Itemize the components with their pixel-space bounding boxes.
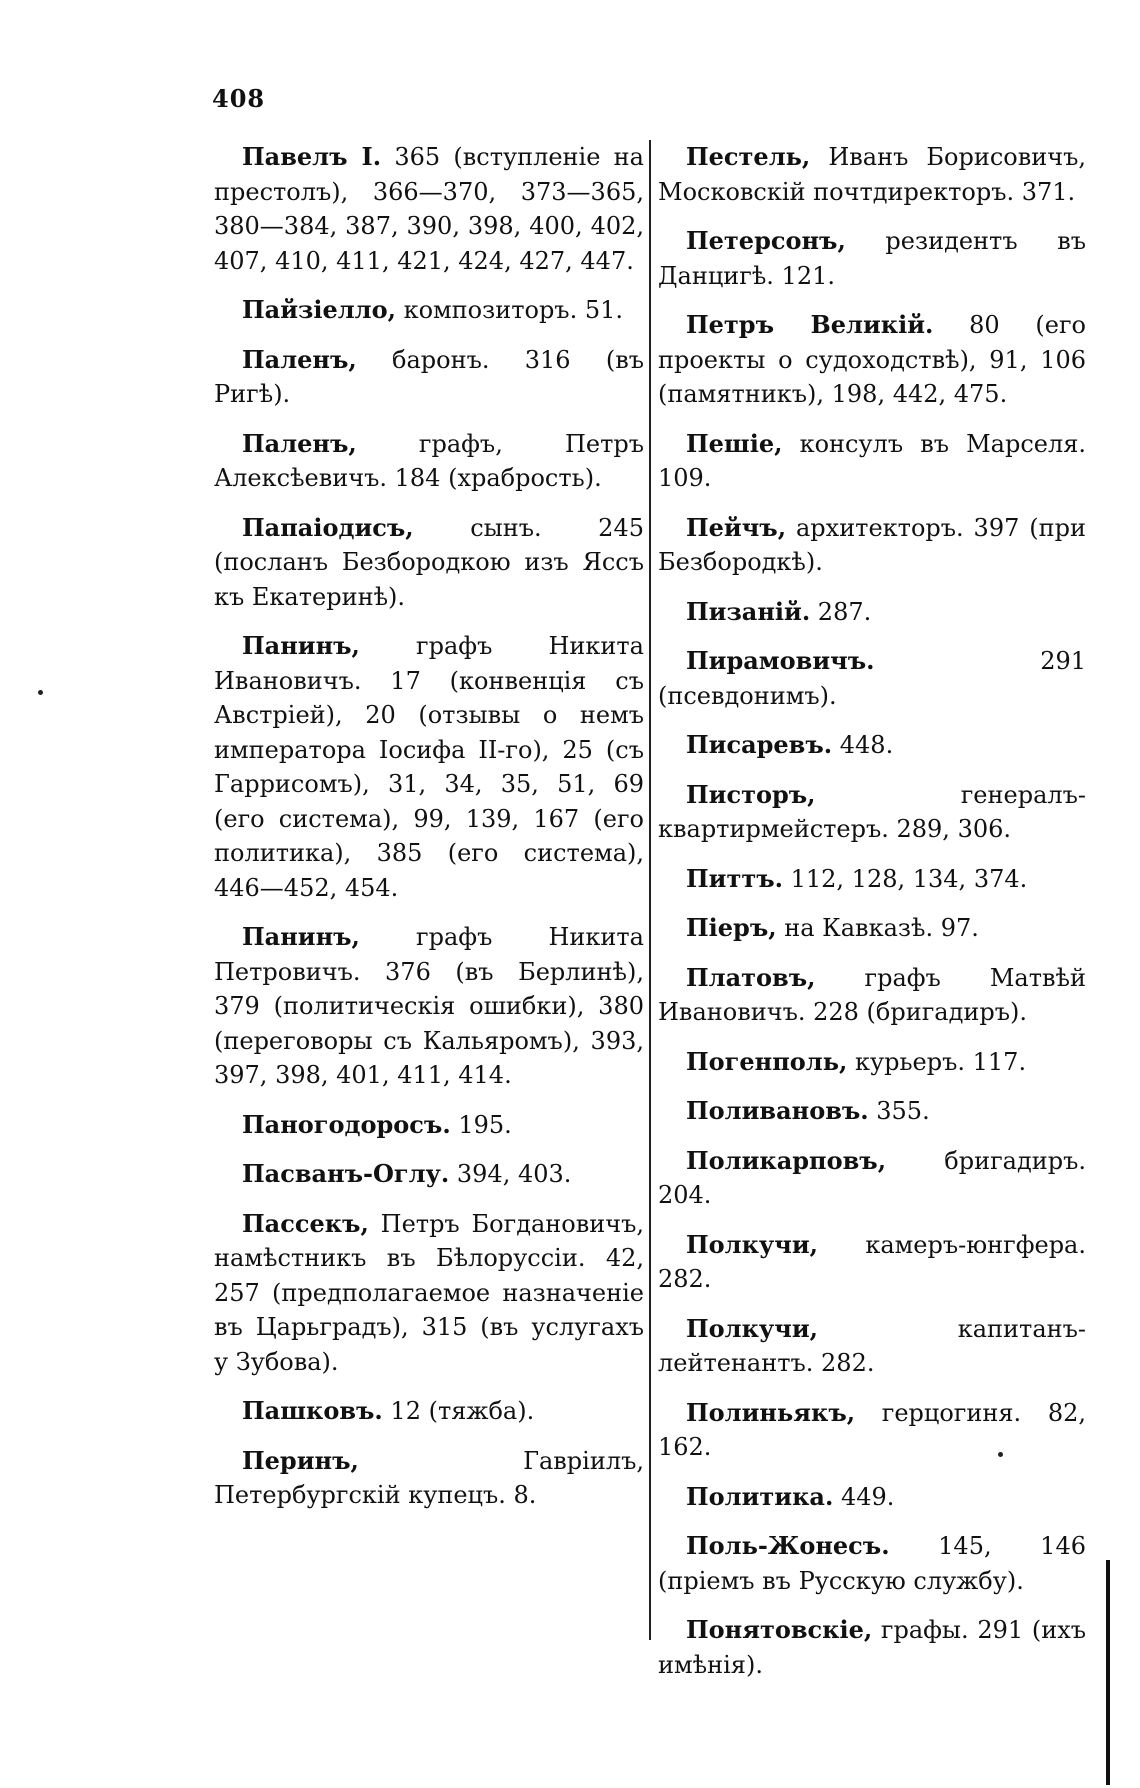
entry-name: Пасванъ-Оглу. [242,1159,450,1188]
index-entry [658,1228,1086,1297]
entry-name: Панинъ, [242,922,360,951]
entry-text: архитекторъ. 397 (при Безбородкѣ). [658,513,1086,576]
index-entry [658,1529,1086,1598]
entry-name: Поль-Жонесъ. [686,1531,890,1560]
entry-name: Полиньякъ, [686,1397,856,1427]
entry-text: графъ Никита Ивановичъ. 17 (конвенція съ Австріей), 20 (отзывы о немъ императора Іосифа II-го), 25 (съ Гаррисомъ), 31, 34, 35, 51, 69 (его система), 99, 139, 167 (его политика), 385 (его система), 446—452, 454. [214,632,644,902]
entry-text: 195. [450,1110,512,1139]
entry-text: 291 (псевдонимъ). [658,647,1086,710]
entry-text: 355. [868,1097,930,1125]
entry-text: Гавріилъ, Петербургскій купецъ. 8. [214,1446,644,1509]
entry-name: Панинъ, [242,631,360,660]
entry-text: герцогиня. 82, 162. [658,1398,1086,1461]
entry-name: Пизаній. [686,596,811,626]
index-entry [214,920,644,1093]
entry-name: Поликарповъ, [686,1145,887,1175]
entry-name: Папаіодисъ, [242,512,414,542]
index-entry [214,1444,644,1513]
print-speck [998,1452,1003,1457]
entry-text: сынъ. 245 (посланъ Безбородкою изъ Яссъ къ Екатеринѣ). [214,513,644,611]
entry-name: Паленъ, [242,428,357,458]
page-edge-mark [1106,1560,1110,1785]
entry-name: Поливановъ. [686,1096,869,1125]
entry-text: резидентъ въ Данцигѣ. 121. [658,227,1086,290]
entry-name: Писаревъ. [686,730,833,759]
entry-text: Петръ Богдановичъ, намѣстникъ въ Бѣлоруссіи. 42, 257 (предполагаемое назначеніе въ Царьградъ), 315 (въ услугахъ у Зубова). [214,1209,644,1376]
entry-name: Пешіе, [686,428,783,458]
index-entry [214,1157,644,1192]
index-entry [214,1108,644,1143]
entry-name: Политика. [686,1481,834,1511]
entry-text: баронъ. 316 (въ Ригѣ). [214,345,644,408]
entry-text: 365 (вступленіе на престолъ), 366—370, 373—365, 380—384, 387, 390, 398, 400, 402, 407, 410, 411, 421, 424, 427, 447. [214,143,644,275]
entry-name: Пестель, [686,142,811,171]
entry-name: Писторъ, [686,779,816,809]
entry-name: Питтъ. [686,863,783,893]
index-entry [214,343,644,412]
entry-name: Понятовскіе, [686,1615,873,1644]
index-entry [658,728,1086,763]
entry-name: Пашковъ. [242,1396,383,1425]
entry-text: графъ Матвѣй Ивановичъ. 228 (бригадиръ). [658,963,1086,1026]
entry-text: Иванъ Борисовичъ, Московскій почтдиректоръ. 371. [658,143,1086,206]
index-entry [214,1207,644,1380]
entry-text: 394, 403. [449,1160,572,1188]
column-divider [649,140,651,1640]
entry-name: Паногодоросъ. [242,1109,451,1139]
index-entry [658,1613,1086,1682]
print-speck [38,690,43,695]
entry-name: Павелъ I. [242,142,382,171]
page-number: 408 [212,84,266,113]
entry-text: курьеръ. 117. [847,1047,1027,1076]
entry-name: Пейчъ, [686,512,787,542]
index-entry [214,427,644,496]
entry-text: на Кавказѣ. 97. [776,914,979,942]
index-entry [214,629,644,905]
index-entry [658,427,1086,496]
entry-text: композиторъ. 51. [395,296,623,324]
index-column-right [658,140,1086,1697]
entry-text: 287. [810,597,872,626]
index-entry [658,862,1086,897]
entry-name: Піеръ, [686,913,777,942]
index-entry [658,778,1086,847]
index-entry [658,140,1086,209]
entry-text: 12 (тяжба). [382,1397,535,1425]
index-entry [658,1094,1086,1129]
index-entry [658,911,1086,946]
entry-text: 145, 146 (пріемъ въ Русскую службу). [658,1532,1086,1595]
entry-name: Погенполь, [686,1046,848,1076]
entry-name: Петерсонъ, [686,226,846,255]
entry-text: 449. [833,1482,895,1511]
entry-text: генералъ-квартирмейстеръ. 289, 306. [658,780,1086,843]
entry-text: 448. [832,731,894,759]
entry-name: Пирамовичъ. [686,646,875,675]
index-entry [214,140,644,278]
entry-name: Паленъ, [242,344,357,374]
entry-text: бригадиръ. 204. [658,1146,1086,1209]
entry-name: Петръ Великій. [686,310,934,339]
entry-text: 80 (его проекты о судоходствѣ), 91, 106 (памятникъ), 198, 442, 475. [658,311,1086,408]
index-entry [214,293,644,328]
index-entry [658,595,1086,630]
index-entry [658,644,1086,713]
entry-text: консулъ въ Марселя. 109. [658,429,1086,492]
index-entry [658,1480,1086,1515]
index-entry [658,308,1086,412]
index-entry [658,1396,1086,1465]
entry-name: Пассекъ, [242,1208,369,1238]
index-entry [658,224,1086,293]
entry-name: Платовъ, [686,962,816,992]
entry-text: капитанъ-лейтенантъ. 282. [658,1314,1086,1377]
entry-text: графы. 291 (ихъ имѣнія). [658,1616,1086,1679]
index-entry [658,1144,1086,1213]
index-entry [658,1045,1086,1080]
entry-text: графъ Никита Петровичъ. 376 (въ Берлинѣ), 379 (политическія ошибки), 380 (переговоры съ Кальяромъ), 393, 397, 398, 401, 411, 414. [214,923,644,1089]
index-column-left [214,140,644,1528]
index-entry [214,511,644,615]
entry-text: камеръ-юнгфера. 282. [658,1230,1086,1293]
index-entry [658,1312,1086,1381]
entry-name: Полкучи, [686,1229,819,1259]
entry-name: Пайзіелло, [242,295,396,324]
entry-name: Полкучи, [686,1313,819,1343]
index-entry [658,511,1086,580]
index-entry [658,961,1086,1030]
entry-text: 112, 128, 134, 374. [782,864,1028,893]
entry-name: Перинъ, [242,1445,359,1475]
entry-text: графъ, Петръ Алексѣевичъ. 184 (храбрость). [214,429,644,492]
index-entry [214,1394,644,1429]
